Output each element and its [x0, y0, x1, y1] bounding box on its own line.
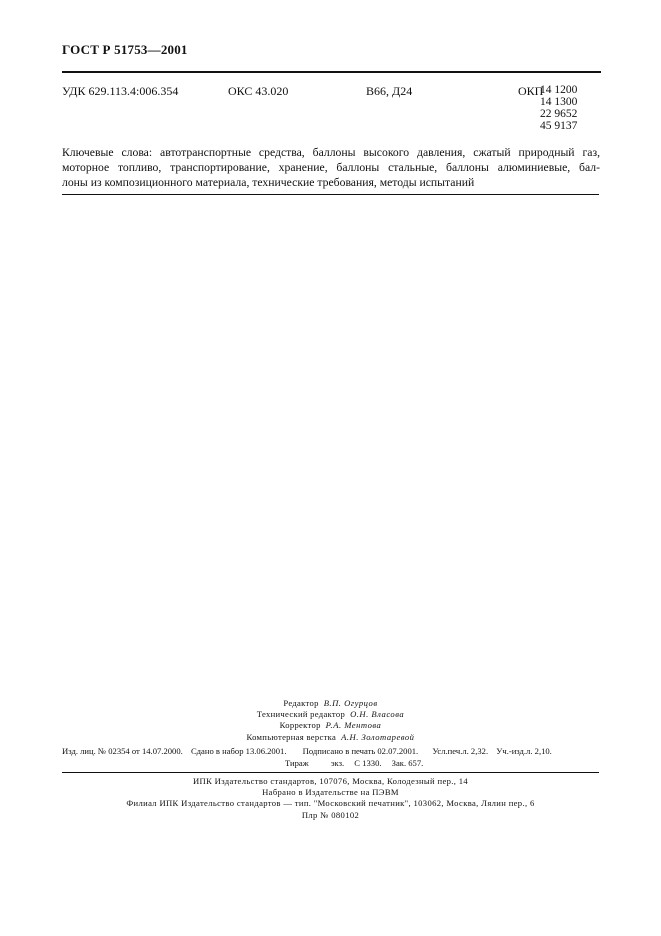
credit-role: Технический редактор: [256, 709, 346, 720]
classifier-codes: В66, Д24: [366, 84, 413, 98]
okp-code: 45 9137: [540, 120, 578, 132]
credit-editor: [0, 698, 661, 709]
printer-info: [0, 776, 661, 821]
keywords-paragraph: [62, 145, 600, 190]
publication-row-1: [62, 746, 552, 758]
keywords-line: моторное топливо, транспортирование, хранение, баллоны стальные, баллоны алюминиевые, бал-: [62, 161, 600, 174]
printer-divider: [62, 772, 599, 773]
credit-name: Р.А. Ментова: [325, 720, 382, 731]
circulation-code: С 1330.: [354, 757, 382, 768]
printer-line: Набрано в Издательстве на ПЭВМ: [262, 787, 399, 798]
credit-role: Редактор: [283, 698, 319, 708]
pub-sheets-text: Уч.-изд.л. 2,10.: [496, 746, 552, 756]
printer-line: ИПК Издательство стандартов, 107076, Москва, Колодезный пер., 14: [192, 776, 469, 786]
credit-tech-editor: [0, 709, 661, 720]
udk-code: УДК 629.113.4:006.354: [62, 84, 179, 98]
oks-code: ОКС 43.020: [228, 84, 289, 98]
credit-name: О.Н. Власова: [350, 709, 405, 720]
standard-number: ГОСТ Р 51753—2001: [62, 42, 188, 57]
printer-line: Филиал ИПК Издательство стандартов — тип. "Московский печатник", 103062, Москва, Лялин пер., 6: [126, 798, 535, 809]
sign-date-text: Подписано в печать 02.07.2001.: [302, 746, 419, 756]
keywords-line: Ключевые слова: автотранспортные средства, баллоны высокого давления, сжатый природный газ,: [62, 146, 600, 159]
credit-name: В.П. Огурцов: [323, 698, 378, 708]
credit-proofreader: [0, 720, 661, 731]
okp-code-list: [540, 84, 577, 132]
credit-layout: [0, 732, 661, 743]
set-date-text: Сдано в набор 13.06.2001.: [190, 746, 287, 756]
okp-code: 22 9652: [540, 108, 578, 120]
okp-code: 14 1300: [540, 96, 578, 108]
credit-role: Компьютерная верстка: [246, 731, 337, 742]
keywords-divider: [62, 194, 599, 195]
license-text: Изд. лиц. № 02354 от 14.07.2000.: [62, 746, 183, 756]
order-number: Зак. 657.: [391, 757, 424, 768]
credit-role: Корректор: [279, 720, 321, 731]
print-sheets-text: Усл.печ.л. 2,32.: [432, 746, 489, 756]
credits-block: [0, 698, 661, 743]
credit-name: А.Н. Золотаревой: [341, 731, 415, 742]
publication-row-2: [62, 758, 552, 770]
keywords-line: лоны из композиционного материала, технические требования, методы испытаний: [62, 176, 475, 189]
copies-label: экз.: [330, 757, 345, 768]
top-divider: [62, 71, 601, 73]
circulation-label: Тираж: [285, 757, 309, 768]
publication-info: [62, 746, 552, 769]
okp-label: ОКП: [518, 84, 544, 98]
printer-line: Плр № 080102: [301, 809, 360, 820]
okp-code: 14 1200: [540, 84, 578, 96]
